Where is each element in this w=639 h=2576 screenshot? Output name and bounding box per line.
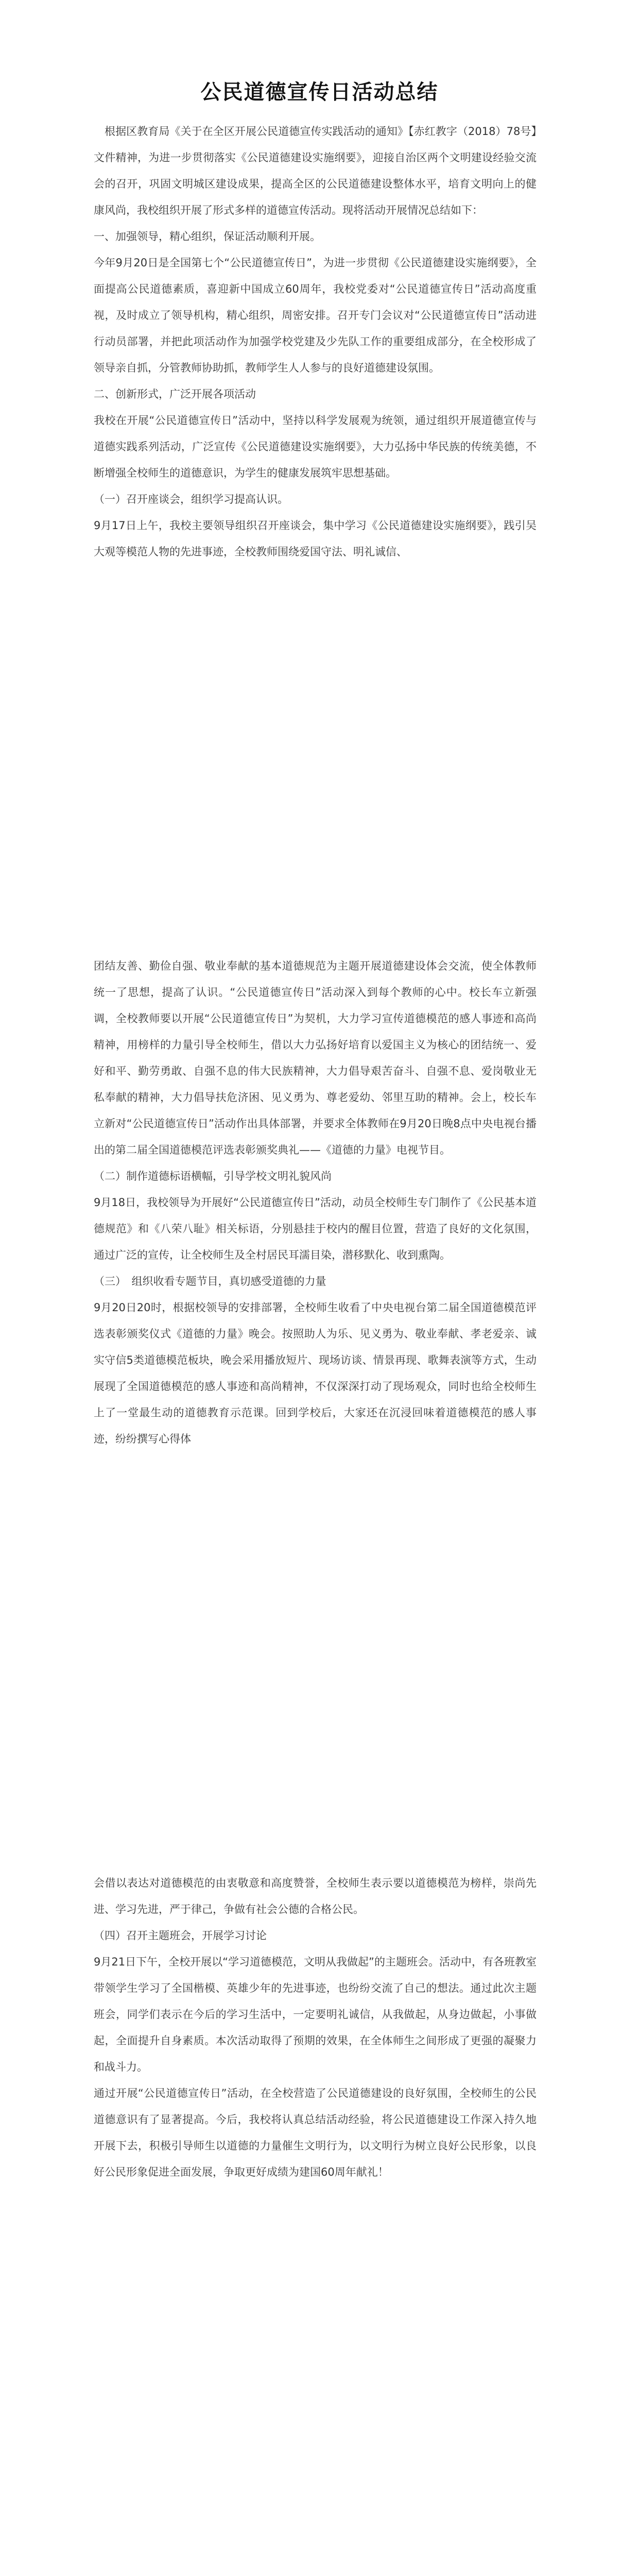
- text-block-2: [94, 953, 537, 1452]
- subsection-heading: （二）制作道德标语横幅，引导学校文明礼貌风尚: [94, 1170, 332, 1182]
- subsection-heading: （四）召开主题班会，开展学习讨论: [94, 1929, 267, 1942]
- paragraph: 团结友善、勤俭自强、敬业奉献的基本道德规范为主题开展道德建设体会交流，使全体教师统一了思想，提高了认识。“公民道德宣传日”活动深入到每个教师的心中。校长车立新强调，全校教师要以开展“公民道德宣传日”为契机，大力学习宣传道德模范的感人事迹和高尚精神，用榜样的力量引导全校师生，借以大力弘扬好培育以爱国主义为核心的团结统一、爱好和平、勤劳勇敢、自强不息的伟大民族精神，大力倡导艰苦奋斗、自强不息、爱岗敬业无私奉献的精神，大力倡导扶危济困、见义勇为、尊老爱幼、邻里互助的精神。会上，校长车立新对“公民道德宣传日”活动作出具体部署，并要求全体教师在9月20日晚8点中央电视台播出的第二届全国道德模范评选表彰颁奖典礼——《道德的力量》电视节目。: [94, 960, 537, 1156]
- page-title: 公民道德宣传日活动总结: [200, 79, 439, 104]
- paragraph: 会借以表达对道德模范的由衷敬意和高度赞誉，全校师生表示要以道德模范为榜样，崇尚先进、学习先进，严于律己，争做有社会公德的合格公民。: [94, 1877, 537, 1916]
- section-heading: 二、创新形式，广泛开展各项活动: [94, 388, 256, 400]
- paragraph: 9月17日上午，我校主要领导组织召开座谈会，集中学习《公民道德建设实施纲要》，践引吴大观等模范人物的先进事迹，全校教师围绕爱国守法、明礼诚信、: [94, 519, 537, 558]
- paragraph: 9月18日，我校领导为开展好“公民道德宣传日”活动，动员全校师生专门制作了《公民基本道德规范》和《八荣八耻》相关标语，分别悬挂于校内的醒目位置，营造了良好的文化氛围，通过广泛的宣传，让全校师生及全村居民耳濡目染，潜移默化、收到熏陶。: [94, 1196, 537, 1261]
- paragraph: 我校在开展“公民道德宣传日”活动中，坚持以科学发展观为统领，通过组织开展道德宣传与道德实践系列活动，广泛宣传《公民道德建设实施纲要》，大力弘扬中华民族的传统美德，不断增强全校师生的道德意识，为学生的健康发展筑牢思想基础。: [94, 414, 537, 479]
- paragraph: 通过开展“公民道德宣传日”活动，在全校营造了公民道德建设的良好氛围，全校师生的公民道德意识有了显著提高。今后，我校将认真总结活动经验，将公民道德建设工作深入持久地开展下去，积极引导师生以道德的力量催生文明行为，以文明行为树立良好公民形象，以良好公民形象促进全面发展，争取更好成绩为建国60周年献礼！: [94, 2087, 537, 2178]
- section-heading: 一、加强领导，精心组织，保证活动顺利开展。: [94, 230, 321, 243]
- subsection-heading: （三） 组织收看专题节目，真切感受道德的力量: [94, 1275, 326, 1287]
- paragraph: 9月20日20时，根据校领导的安排部署，全校师生收看了中央电视台第二届全国道德模范评选表彰颁奖仪式《道德的力量》晚会。按照助人为乐、见义勇为、敬业奉献、孝老爱亲、诚实守信5类道德模范板块，晚会采用播放短片、现场访谈、情景再现、歌舞表演等方式，生动展现了全国道德模范的感人事迹和高尚精神，不仅深深打动了现场观众，同时也给全校师生上了一堂最生动的道德教育示范课。回到学校后，大家还在沉浸回味着道德模范的感人事迹，纷纷撰写心得体: [94, 1301, 537, 1445]
- paragraph: 根据区教育局《关于在全区开展公民道德宣传实践活动的通知》【赤红教字（2018）78号】文件精神，为进一步贯彻落实《公民道德建设实施纲要》，迎接自治区两个文明建设经验交流会的召开，巩固文明城区建设成果，提高全区的公民道德建设整体水平，培育文明向上的健康风尚，我校组织开展了形式多样的道德宣传活动。现将活动开展情况总结如下：: [94, 125, 537, 216]
- subsection-heading: （一）召开座谈会，组织学习提高认识。: [94, 493, 288, 505]
- paragraph: 今年9月20日是全国第七个“公民道德宣传日”，为进一步贯彻《公民道德建设实施纲要》，全面提高公民道德素质，喜迎新中国成立60周年，我校党委对“公民道德宣传日”活动高度重视，及时成立了领导机构，精心组织，周密安排。召开专门会议对“公民道德宣传日”活动进行动员部署，并把此项活动作为加强学校党建及少先队工作的重要组成部分，在全校形成了领导亲自抓，分管教师协助抓，教师学生人人参与的良好道德建设氛围。: [94, 257, 537, 374]
- text-block-1: [94, 118, 537, 565]
- text-block-3: [94, 1870, 537, 2185]
- paragraph: 9月21日下午，全校开展以“学习道德模范，文明从我做起”的主题班会。活动中，有各班教室带领学生学习了全国楷模、英雄少年的先进事迹，也纷纷交流了自己的想法。通过此次主题班会，同学们表示在今后的学习生活中，一定要明礼诚信，从我做起，从身边做起，小事做起，全面提升自身素质。本次活动取得了预期的效果，在全体师生之间形成了更强的凝聚力和战斗力。: [94, 1956, 537, 2073]
